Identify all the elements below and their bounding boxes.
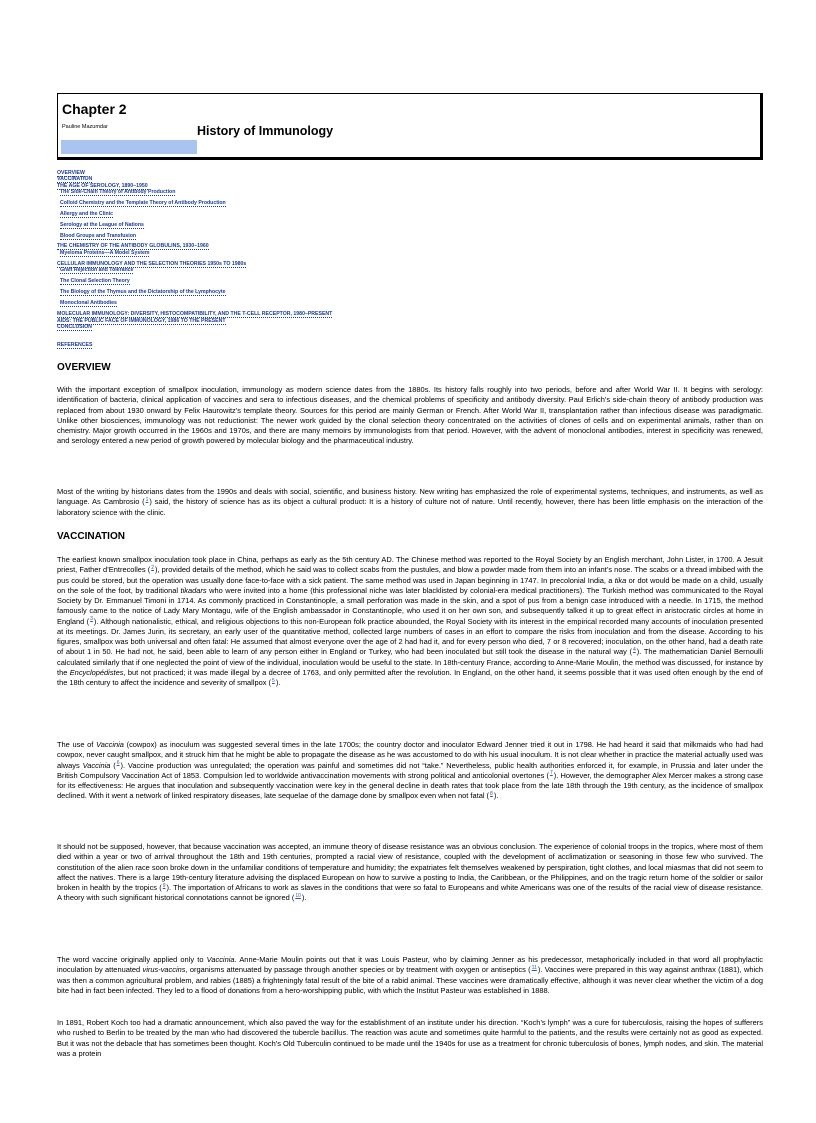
toc-link-side-chain-theory[interactable]: The Side-Chain Theory of Antibody Production <box>60 189 176 195</box>
paragraph <box>57 1018 763 1059</box>
paragraph-text: ). <box>275 678 281 687</box>
toc-link-molecular-immunology[interactable]: MOLECULAR IMMUNOLOGY: DIVERSITY, HISTOCOMPATIBILITY, AND THE T-CELL RECEPTOR, 1980–PRESENT <box>57 311 333 317</box>
toc-link-graft-rejection[interactable]: Graft Rejection and Tolerance <box>60 267 134 273</box>
toc-link-blood-groups[interactable]: Blood Groups and Transfusion <box>60 233 137 239</box>
paragraph <box>57 385 763 447</box>
paragraph-text: The word vaccine originally applied only to <box>57 955 204 964</box>
section-heading-vaccination: VACCINATION <box>57 531 125 542</box>
reference-link[interactable]: 2 <box>151 564 154 571</box>
reference-link[interactable]: 9 <box>162 882 166 889</box>
paragraph-text: With the important exception of smallpox inoculation, immunology as modern science dates from the 1880s. Its history falls roughly into two periods, before and after World War II. It begins with serology: identification of bacteria, clinical application of vaccines and sera to infectious diseases, and the chemical problems of specificity and antibody diversity. Paul Erlich’s side-chain theory of antibody production was replaced from about 1930 onward by Felix Haurowitz’s template theory. Sources for this period are mainly German or French. After World War II, transplantation rather than infectious disease was paradigmatic. Unlike other biosciences, immunology was not reductionist: The newer work guided by the clonal selection theory concentrated on the activities of clones of cells and on experimental animals, rather than on chemistry. Major growth occurred in the 1960s and 1970s, and there are many memoirs by immunologists from that period. However, with the advent of monoclonal antibodies, interest in specificity was renewed, and serology entered a new period of growth powered by molecular biology and the pharmaceutical industry. <box>57 385 763 446</box>
reference-link[interactable]: 1 <box>145 496 149 503</box>
reference-link[interactable]: 6 <box>116 760 120 767</box>
italic-term: virus-vaccins <box>142 965 186 975</box>
chapter-label: Chapter 2 <box>62 101 127 117</box>
reference-link[interactable]: 11 <box>531 964 537 971</box>
paragraph <box>57 555 763 688</box>
paragraph-text: . Anne-Marie Moulin points out that it was Louis Pasteur, who by claiming Jenner as his predecessor, metaphorically included in that word all prophylactic inoculation by attenuated <box>57 955 763 975</box>
toc-link-monoclonal[interactable]: Monoclonal Antibodies <box>60 300 117 306</box>
paragraph-text: (cowpox) as inoculum was suggested several times in the late 1700s; the country doctor and inoculator Edward Jenner tried it out in 1798. He had heard it said that milkmaids who had had cowpox, never caught smallpox, and it struck him that he might be able to propagate the disease as he was accustomed to do with his usual inoculum. It is not clear whether in practice the material actually used was always <box>57 740 763 770</box>
reference-link[interactable]: 4 <box>632 646 636 653</box>
toc-link-allergy-clinic[interactable]: Allergy and the Clinic <box>60 211 114 217</box>
chapter-header <box>57 93 763 160</box>
paragraph-text: or dot would be made on a child, usually on the sole of the foot, by traditional <box>57 575 764 595</box>
toc-link-conclusion[interactable]: CONCLUSION <box>57 324 92 330</box>
toc-link-thymus[interactable]: The Biology of the Thymus and the Dictatorship of the Lymphocyte <box>60 289 226 295</box>
paragraph-text: ). Vaccines were prepared in this way against anthrax (1881), which was then a common agricultural problem, and rabies (1885) a frighteningly fatal result of the bite of a rabid animal. These vaccines were dramatically effective, although it was never clear whether the victim of a dog bite had in fact been infected. They led to a flood of donations from a hero-worshipping public, with which the Institut Pasteur was established in 1888. <box>57 965 763 995</box>
paragraph-text: ( <box>113 760 116 770</box>
reference-link[interactable]: 7 <box>549 770 553 777</box>
chapter-title: History of Immunology <box>197 124 334 138</box>
header-accent-bar <box>61 140 197 154</box>
italic-term: tikadars <box>180 585 207 595</box>
paragraph-text: ). <box>301 893 307 903</box>
paragraph-text: ) said, the history of science has as its object a cultural product: It is a history of culture not of nature. Until recently, however, there has been little emphasis on the interaction of the laboratory science with the clinic. <box>57 497 763 517</box>
reference-link[interactable]: 5 <box>272 677 275 684</box>
paragraph-text: who were invited into a home (this professional niche was later blacklisted by colonial-era medical practitioners). The Turkish method was communicated to the Royal Society by Dr. Emmanuel Timoni in 1714. As commonly practiced in Constantinople, a small perforation was made in the skin, and a spot of pus from a benign case introduced with a needle. In 1715, the method famously came to the notice of Lady Mary Montagu, wife of the English ambassador in Constantinople, who used it on her own son, and subsequently talked it up to great effect in aristocratic circles at home in England ( <box>57 585 763 626</box>
paragraph-text: The earliest known smallpox inoculation took place in China, perhaps as early as the 5th century AD. The Chinese method was reported to the Royal Society by an English merchant, John Lister, in 1700. A Jesuit priest, Father d’Entrecolles ( <box>57 555 763 575</box>
toc-link-age-of-serology[interactable]: THE AGE OF SEROLOGY, 1890–1950 <box>57 183 148 189</box>
italic-term: Vaccinia <box>206 955 235 964</box>
italic-term: Encyclopédistes <box>69 667 124 677</box>
toc-link-antibody-globulins[interactable]: THE CHEMISTRY OF THE ANTIBODY GLOBULINS, 1930–1960 <box>57 243 209 249</box>
paragraph-text: ). However, the demographer Alex Mercer makes a strong case for its effectiveness: He argues that inoculation and subsequently vaccination were key in the general decline in death rates that took place from the late 18th through the 19th century, as the incidence of smallpox declined. With it went a network of linked respiratory diseases, late sequelae of the damage done by smallpox even when not fatal ( <box>57 770 763 801</box>
reference-link[interactable]: 10 <box>295 892 301 899</box>
paragraph-text: ). Vaccine production was unregulated; the operation was painful and sometimes did not “take.” Nevertheless, public health authorities enforced it, for example, in Prussia and later under the British Compulsory Vaccination Act of 1853. Compulsion led to worldwide antivaccination movements with strong political and anticolonial overtones ( <box>57 760 763 780</box>
italic-term: Vaccinia <box>82 760 111 770</box>
paragraph-text: , but not practiced; it was made illegal by a decree of 1763, and only permitted after the revolution. In England, on the other hand, it seems possible that it was used often enough by the end of the 18th century to affect the incidence and severity of smallpox ( <box>57 667 763 687</box>
toc-link-league-of-nations[interactable]: Serology at the League of Nations <box>60 222 144 228</box>
paragraph-text: It should not be supposed, however, that because vaccination was accepted, an immune theory of disease resistance was an obvious conclusion. The experience of colonial troops in the tropics, where most of them died within a year or two of arrival throughout the 18th and 19th centuries, prompted a racial view of resistance, coupled with the development of acclimatization or seasoning in those few who survived. The constitution of the alien race soon broke down in the unfamiliar conditions of temperature and humidity; the expatriates felt themselves weakened by perspiration, tight clothes, and local miasmas that did not seem to affect the natives. There is a large 19th-century literature advising the displaced European on how to survive a posting to India, the Caribbean, or the Philippines, and on the tragic return home of the soldier or sailor broken in health by the tropics ( <box>57 842 763 892</box>
paragraph-text: ). The importation of Africans to work as slaves in the conditions that were so fatal to Europeans and white Americans was one of the results of the racial view of disease resistance. A theory with such significant historical connotations cannot be ignored ( <box>57 883 763 903</box>
paragraph-text: ). <box>493 791 499 801</box>
toc-link-vaccination[interactable]: VACCINATION <box>57 176 93 182</box>
paragraph <box>57 487 763 518</box>
paragraph <box>57 842 763 904</box>
toc-link-cellular-immunology[interactable]: CELLULAR IMMUNOLOGY AND THE SELECTION THEORIES 1950s TO 1980s <box>57 261 247 267</box>
paragraph-text: ). Although nationalistic, ethical, and religious objections to this non-European folk practice abounded, the Royal Society with its interest in the empirical recorded many accounts of inoculation presented at its meetings. Dr. James Jurin, its secretary, an early user of the quantitative method, collected large numbers of cases in an effort to compare the risks from inoculation and from the disease. According to his figures, smallpox was both universal and often fatal: He assumed that almost everyone over the age of 2 had had it, and for every person who died, 7 or 8 recovered; inoculation, on the other hand, had a death rate of about 1 in 50. He had not, he said, been able to learn of any person either in England or Turkey, who had been inoculated but still took the disease in the natural way ( <box>57 616 763 657</box>
paragraph-text: ). The mathematician Daniel Bernoulli calculated similarly that if one neglected the point of view of the individual, inoculation would be useful to the state. In 18th-century France, according to Anne-Marie Moulin, the method was discussed, for instance by the <box>57 647 763 677</box>
reference-link[interactable]: 3 <box>90 616 93 623</box>
paragraph-text: In 1891, Robert Koch too had a dramatic announcement, which also paved the way for the establishment of an institute under his direction. “Koch’s lymph” was a cure for tuberculosis, raising the hopes of sufferers who rushed to Berlin to be treated by the man who had discovered the tubercle bacillus. The reaction was acute and sometimes quite harmful to the patients, and the results were certainly not as good as expected. But it was not the debacle that has sometimes been thought. Koch’s Old Tuberculin continued to be made until the 1940s for use as a treatment for chronic tuberculosis of bones, lymph nodes, and skin. The material was a protein <box>57 1018 763 1058</box>
toc-link-clonal-selection[interactable]: The Clonal Selection Theory <box>60 278 130 284</box>
paragraph-text: ), provided details of the method, which he said was to collect scabs from the pustules, and blow a powder made from them into an infant’s nose. The scabs or a thread imbibed with the pus could be stored, but the operation was usually done face-to-face with a sick patient. The same method was used in Japan beginning in 1747. In precolonial India, a <box>57 565 763 585</box>
section-heading-overview: OVERVIEW <box>57 362 111 373</box>
reference-link[interactable]: 8 <box>490 790 493 797</box>
toc-link-references[interactable]: REFERENCES <box>57 342 93 348</box>
author-name: Pauline Mazumdar <box>62 124 108 130</box>
paragraph-text: Most of the writing by historians dates from the 1990s and deals with social, scientific, and business history. New writing has emphasized the role of experimental systems, techniques, and instruments, as well as language. As Cambrosio ( <box>57 487 763 507</box>
paragraph-text: , organisms attenuated by passage through another species or by treatment with oxygen or antiseptics ( <box>185 965 531 975</box>
toc-link-aids[interactable]: AIDS: THE PUBLIC FACE OF IMMUNOLOGY, 1986 TO THE PRESENT <box>57 318 226 324</box>
paragraph-text: The use of <box>57 740 94 749</box>
paragraph <box>57 955 763 996</box>
toc-link-colloid-chemistry[interactable]: Colloid Chemistry and the Template Theory of Antibody Production <box>60 200 226 206</box>
italic-term: tika <box>614 575 627 585</box>
toc-link-overview[interactable]: OVERVIEW <box>57 170 85 176</box>
toc-link-myeloma-proteins[interactable]: Myeloma Proteins—A Model System <box>60 250 150 256</box>
paragraph <box>57 740 763 802</box>
italic-term: Vaccinia <box>96 740 124 749</box>
